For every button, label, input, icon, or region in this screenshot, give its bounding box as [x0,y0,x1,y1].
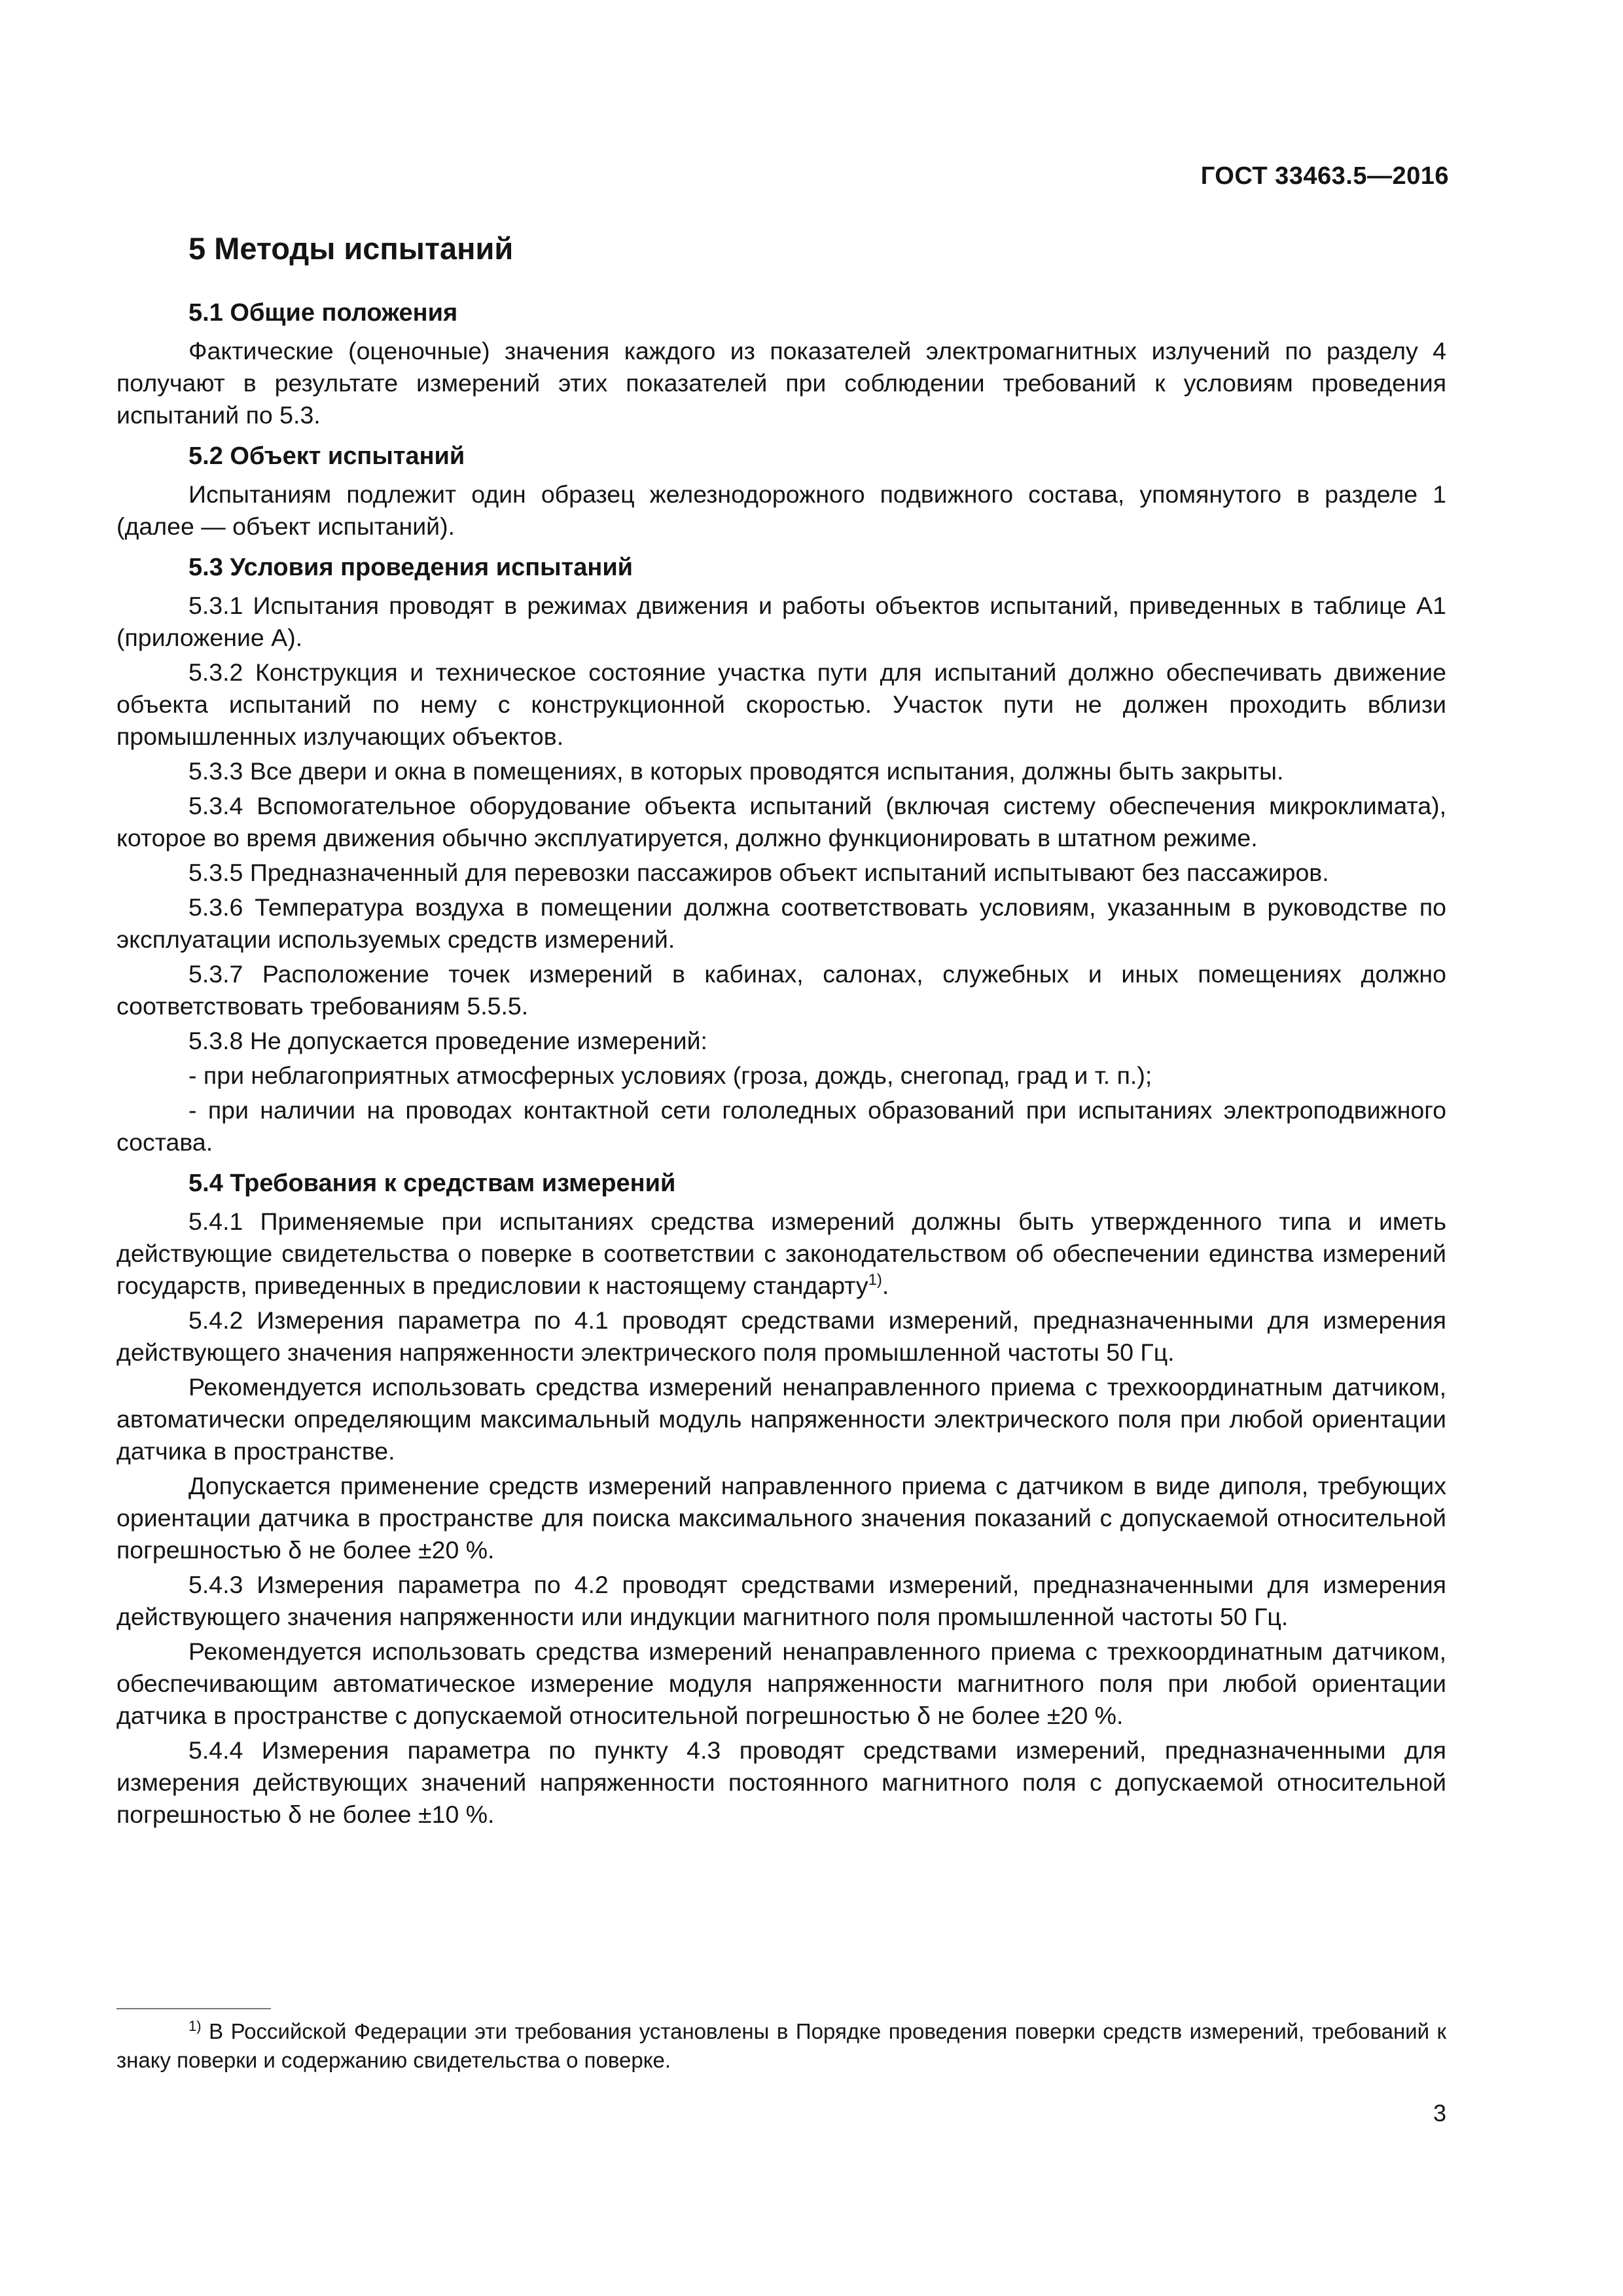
paragraph: 5.4.2 Измерения параметра по 4.1 проводят средствами измерений, предназначенными для измерения действующего значения напряженности электрического поля промышленной частоты 50 Гц. [116,1306,1446,1366]
paragraph: 5.4.4 Измерения параметра по пункту 4.3 проводят средствами измерений, предназначенными для измерения действующих значений напряженности постоянного магнитного поля с допускаемой относительной погрешностью δ не более ±10 %. [116,1736,1446,1828]
paragraph: 5.3.1 Испытания проводят в режимах движения и работы объектов испытаний, приведенных в таблице А1 (приложение А). [116,592,1446,651]
paragraph: 5.3.8 Не допускается проведение измерений: [188,1027,707,1054]
footnote-mark: 1) [188,2018,202,2034]
list-item: - при наличии на проводах контактной сети гололедных образований при испытаниях электроподвижного состава. [116,1096,1446,1156]
paragraph-end: . [882,1272,889,1299]
footnote [116,2017,1446,2075]
paragraph-text: 5.4.1 Применяемые при испытаниях средства измерений должны быть утвержденного типа и иметь действующие свидетельства о поверке в соответствии с законодательством об обеспечении единства измерений государств, приведенных в предисловии к настоящему стандарту [116,1208,1446,1299]
page-body [116,229,1446,1833]
footnote-reference[interactable]: 1) [868,1271,882,1289]
subsection-heading-5-4: 5.4 Требования к средствам измерений [188,1170,676,1197]
subsection-heading-5-3: 5.3 Условия проведения испытаний [188,554,633,581]
paragraph: 5.3.3 Все двери и окна в помещениях, в которых проводятся испытания, должны быть закрыты. [188,757,1284,785]
paragraph: Испытаниям подлежит один образец железнодорожного подвижного состава, упомянутого в разделе 1 (далее — объект испытаний). [116,480,1446,540]
paragraph: 5.3.2 Конструкция и техническое состояние участка пути для испытаний должно обеспечивать движение объекта испытаний по нему с конструкционной скоростью. Участок пути не должен проходить вблизи промышленных излучающих объектов. [116,658,1446,750]
paragraph: 5.3.5 Предназначенный для перевозки пассажиров объект испытаний испытывают без пассажиров. [188,859,1329,886]
paragraph: 5.3.4 Вспомогательное оборудование объекта испытаний (включая систему обеспечения микроклимата), которое во время движения обычно эксплуатируется, должно функционировать в штатном режиме. [116,792,1446,852]
paragraph: Фактические (оценочные) значения каждого из показателей электромагнитных излучений по разделу 4 получают в результате измерений этих показателей при соблюдении требований к условиям проведения испытаний по 5.3. [116,337,1446,429]
page-number: 3 [1433,2100,1446,2126]
footnote-separator [116,2008,271,2009]
paragraph [116,1206,1446,1302]
list-item: - при неблагоприятных атмосферных условиях (гроза, дождь, снегопад, град и т. п.); [188,1062,1152,1089]
paragraph: Допускается применение средств измерений направленного приема с датчиком в виде диполя, требующих ориентации датчика в пространстве для поиска максимального значения показаний с допускаемой относительной погрешностью δ не более ±20 %. [116,1472,1446,1564]
paragraph: 5.3.7 Расположение точек измерений в кабинах, салонах, служебных и иных помещениях должно соответствовать требованиям 5.5.5. [116,960,1446,1020]
subsection-heading-5-2: 5.2 Объект испытаний [188,442,465,470]
paragraph: Рекомендуется использовать средства измерений ненаправленного приема с трехкоординатным датчиком, автоматически определяющим максимальный модуль напряженности электрического поля при любой ориентации датчика в пространстве. [116,1373,1446,1465]
subsection-heading-5-1: 5.1 Общие положения [188,299,458,327]
document-code-header: ГОСТ 33463.5—2016 [1200,162,1449,190]
footnote-text: В Российской Федерации эти требования установлены в Порядке проведения поверки средств измерений, требований к знаку поверки и содержанию свидетельства о поверке. [116,2019,1446,2072]
paragraph: Рекомендуется использовать средства измерений ненаправленного приема с трехкоординатным датчиком, обеспечивающим автоматическое измерение модуля напряженности магнитного поля при любой ориентации датчика в пространстве с допускаемой относительной погрешностью δ не более ±20 %. [116,1638,1446,1729]
paragraph: 5.4.3 Измерения параметра по 4.2 проводят средствами измерений, предназначенными для измерения действующего значения напряженности или индукции магнитного поля промышленной частоты 50 Гц. [116,1571,1446,1630]
paragraph: 5.3.6 Температура воздуха в помещении должна соответствовать условиям, указанным в руководстве по эксплуатации используемых средств измерений. [116,893,1446,953]
section-title: 5 Методы испытаний [188,231,514,266]
